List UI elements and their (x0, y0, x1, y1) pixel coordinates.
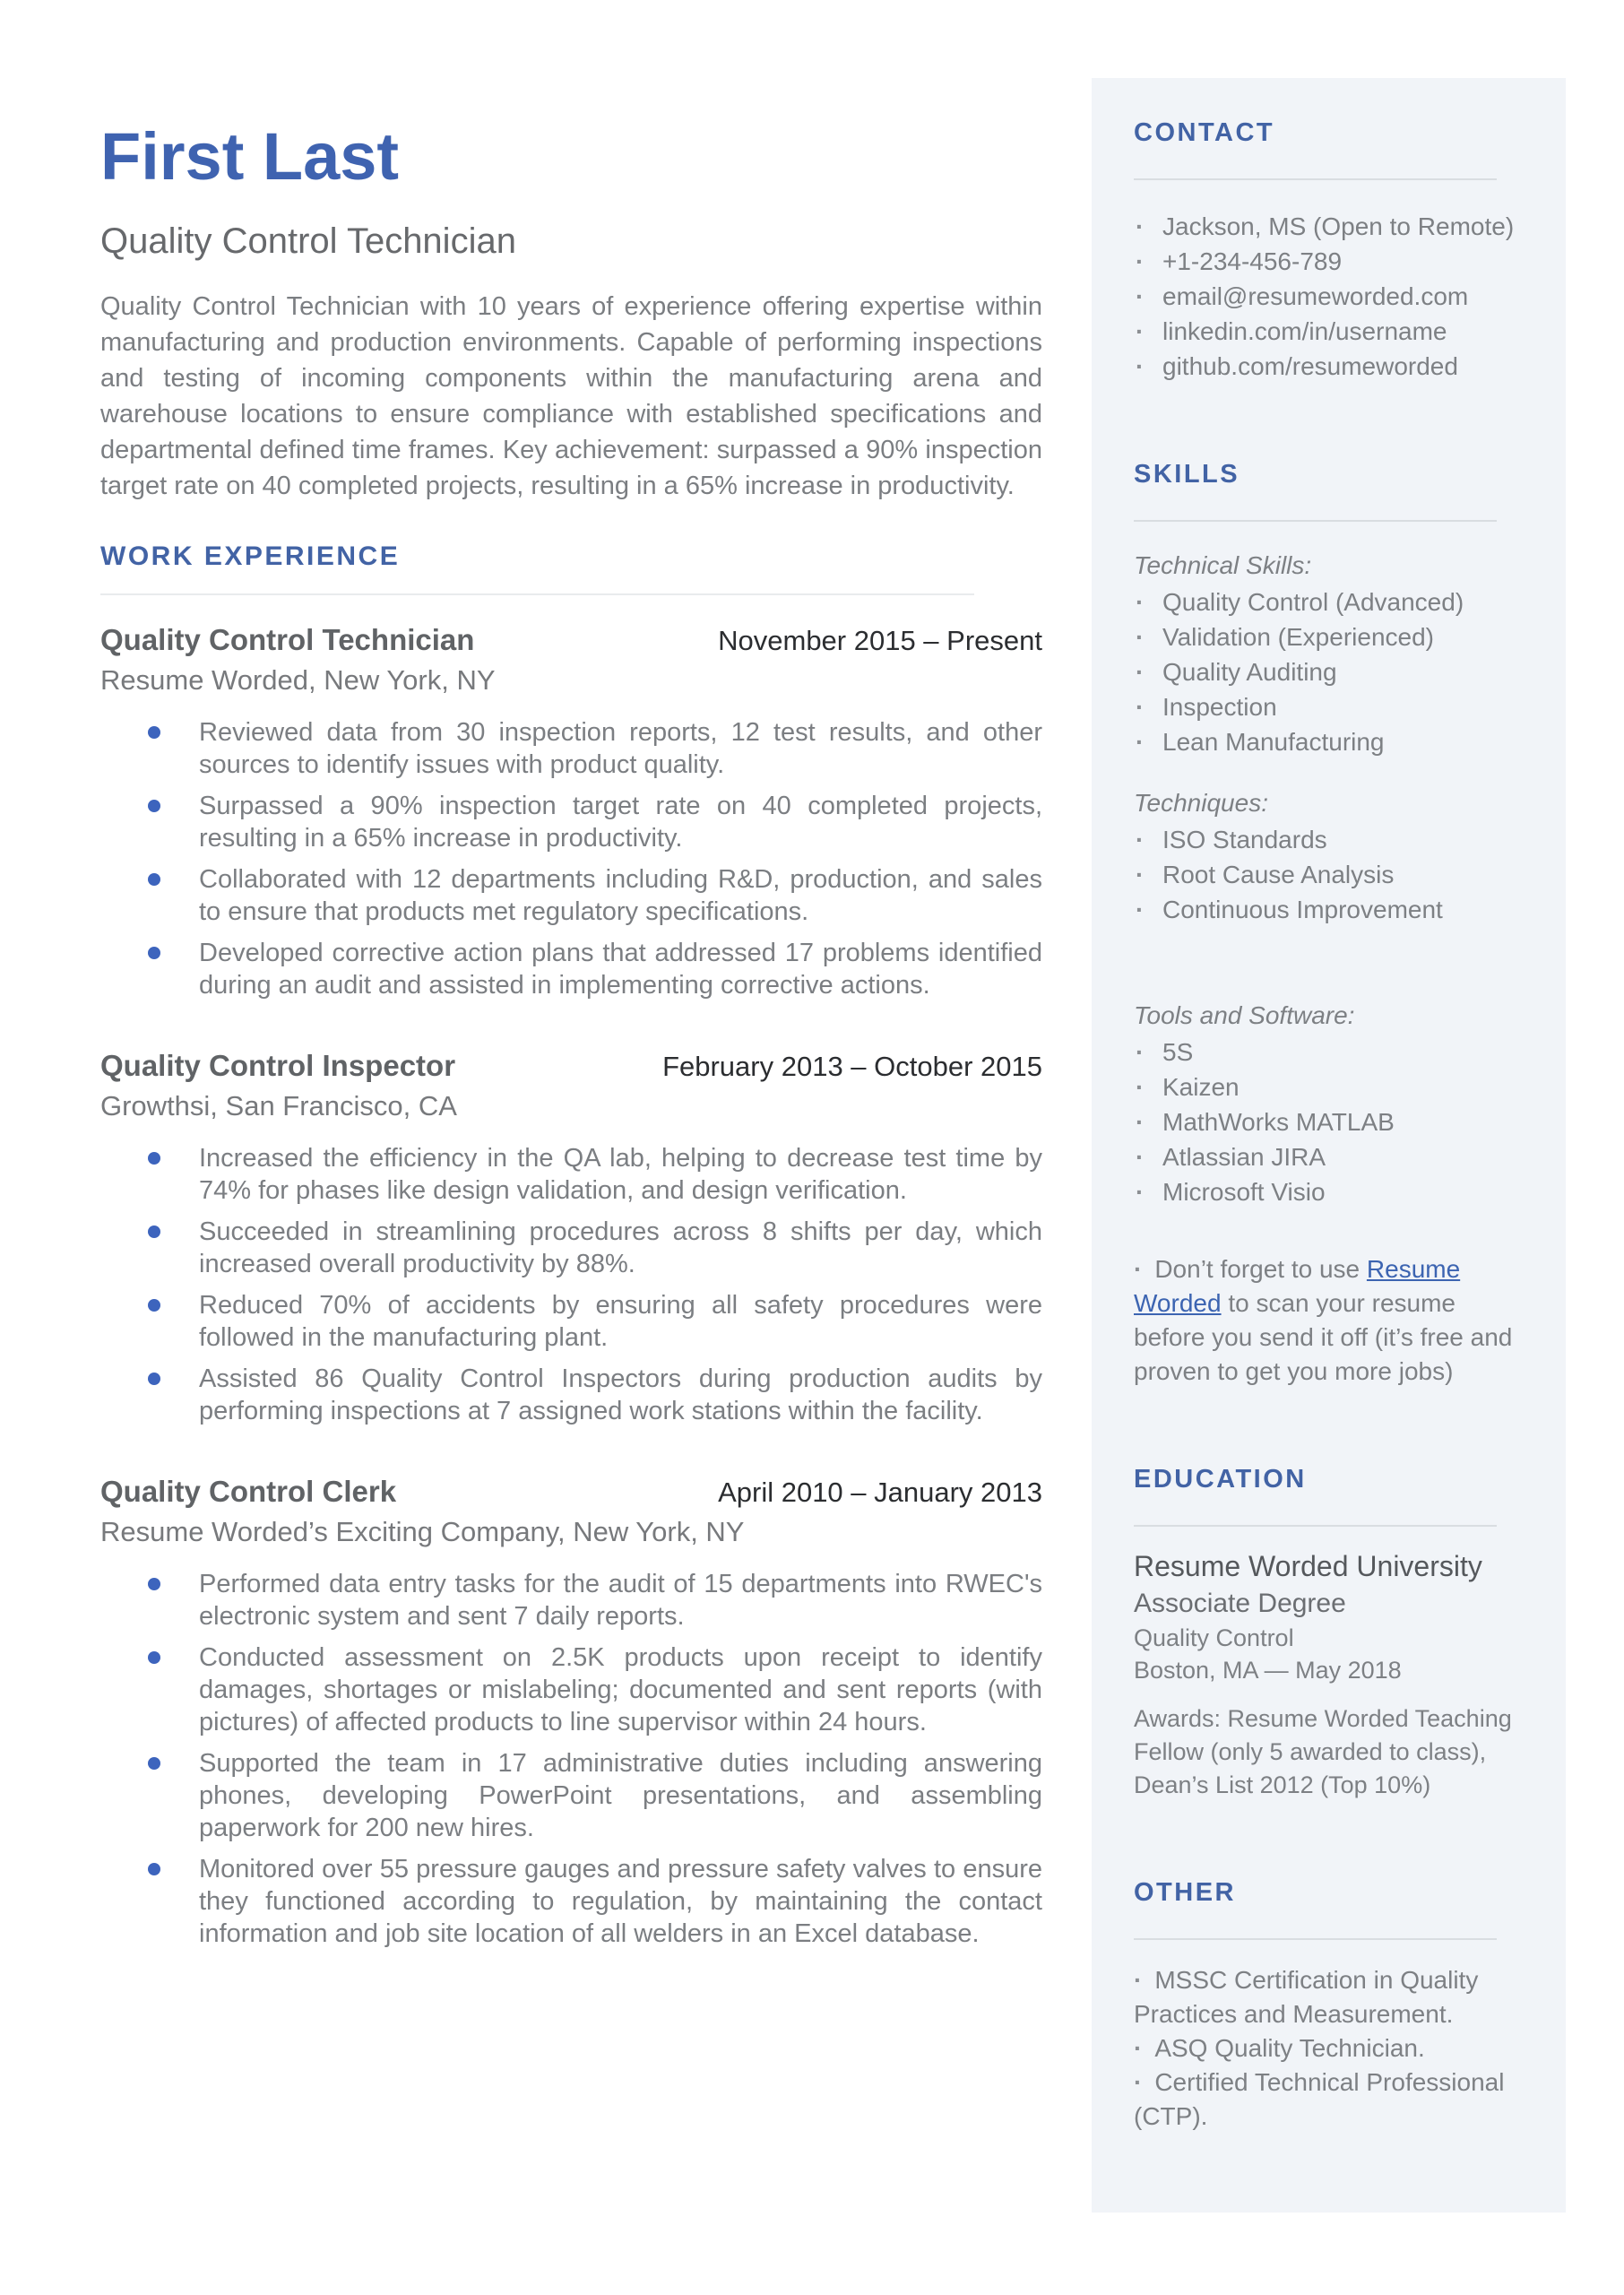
education-awards: Awards: Resume Worded Teaching Fellow (only 5 awarded to class), Dean’s List 2012 (Top 10%) (1134, 1705, 1512, 1798)
tip-text-suffix: to scan your resume before you send it off (it’s free and proven to get you more jobs) (1134, 1289, 1513, 1385)
skill-list (1134, 1035, 1525, 1209)
section-title-education: EDUCATION (1134, 1465, 1307, 1494)
section-title-contact: CONTACT (1134, 118, 1275, 147)
resume-tip (1134, 1252, 1525, 1389)
job-title: Quality Control Inspector (100, 1049, 456, 1082)
skill-list (1134, 585, 1525, 759)
skill-item: · Atlassian JIRA (1134, 1139, 1525, 1174)
bullet-item: Reduced 70% of accidents by ensuring all safety procedures were followed in the manufacturing plant. (100, 1289, 1042, 1354)
education-major: Quality Control (1134, 1624, 1294, 1651)
skill-group-label: Technical Skills: (1134, 551, 1312, 579)
job-header (100, 1048, 1042, 1085)
skill-group-label: Techniques: (1134, 789, 1268, 817)
bullet-item: Developed corrective action plans that addressed 17 problems identified during an audit and assisted in implementing corrective actions. (100, 937, 1042, 1001)
summary-paragraph: Quality Control Technician with 10 years of experience offering expertise within manufacturing and production environments. Capable of performing inspections and testing of incoming components within the manufacturing arena and warehouse locations to ensure compliance with established specifications and departmental defined time frames. Key achievement: surpassed a 90% inspection target rate on 40 completed projects, resulting in a 65% increase in productivity. (100, 292, 1042, 500)
job-bullets (100, 1142, 1042, 1427)
resume-worded-link[interactable]: Resume Worded (1134, 1255, 1461, 1317)
other-bullet: · (1134, 2068, 1143, 2096)
education-location-date: Boston, MA — May 2018 (1134, 1657, 1402, 1684)
job-dates: February 2013 – October 2015 (662, 1051, 1042, 1082)
contact-item-github: · github.com/resumeworded (1134, 349, 1525, 384)
other-divider (1134, 1938, 1497, 1940)
bullet-item: Supported the team in 17 administrative duties including answering phones, developing PowerPoint presentations, and assembling paperwork for 200 new hires. (100, 1747, 1042, 1844)
contact-item-location: · Jackson, MS (Open to Remote) (1134, 209, 1525, 244)
job-header (100, 1474, 1042, 1511)
bullet-item: Reviewed data from 30 inspection reports, 12 test results, and other sources to identify issues with product quality. (100, 716, 1042, 781)
education-degree: Associate Degree (1134, 1589, 1346, 1618)
skill-item: · Kaizen (1134, 1070, 1525, 1104)
skill-item: · ISO Standards (1134, 822, 1525, 857)
other-item-text: Certified Technical Professional (CTP). (1134, 2068, 1505, 2130)
other-item-text: ASQ Quality Technician. (1154, 2034, 1425, 2062)
skill-list (1134, 822, 1525, 927)
other-bullet: · (1134, 2034, 1143, 2062)
other-bullet: · (1134, 1966, 1143, 1994)
tip-text-prefix: Don’t forget to use (1154, 1255, 1367, 1283)
job-entry (100, 1048, 1042, 1427)
bullet-item: Conducted assessment on 2.5K products upon receipt to identify damages, shortages or mislabeling; documented and sent reports (with pictures) of affected products to line supervisor within 24 hours. (100, 1641, 1042, 1738)
bullet-item: Assisted 86 Quality Control Inspectors during production audits by performing inspections at 7 assigned work stations within the facility. (100, 1363, 1042, 1427)
bullet-item: Surpassed a 90% inspection target rate on 40 completed projects, resulting in a 65% increase in productivity. (100, 790, 1042, 854)
job-dates: April 2010 – January 2013 (718, 1477, 1042, 1508)
other-item-text: MSSC Certification in Quality Practices and Measurement. (1134, 1966, 1479, 2028)
bullet-item: Succeeded in streamlining procedures across 8 shifts per day, which increased overall productivity by 88%. (100, 1216, 1042, 1280)
skill-item: · Inspection (1134, 689, 1525, 724)
contact-item-email: · email@resumeworded.com (1134, 279, 1525, 314)
skill-item: · Quality Control (Advanced) (1134, 585, 1525, 619)
job-entry (100, 622, 1042, 1001)
skill-item: · MathWorks MATLAB (1134, 1104, 1525, 1139)
job-company: Resume Worded’s Exciting Company, New York, NY (100, 1516, 745, 1547)
job-title: Quality Control Technician (100, 623, 475, 656)
skills-divider (1134, 520, 1497, 522)
tip-bullet: · (1134, 1255, 1143, 1283)
job-dates: November 2015 – Present (718, 625, 1042, 656)
bullet-item: Monitored over 55 pressure gauges and pressure safety valves to ensure they functioned according to regulation, by maintaining the contact information and job site location of all welders in an Excel database. (100, 1853, 1042, 1950)
contact-list (1134, 209, 1525, 384)
contact-item-linkedin: · linkedin.com/in/username (1134, 314, 1525, 349)
other-item (1134, 2031, 1525, 2066)
main-column (100, 119, 1042, 1959)
skill-item: · Lean Manufacturing (1134, 724, 1525, 759)
bullet-item: Performed data entry tasks for the audit of 15 departments into RWEC's electronic system and sent 7 daily reports. (100, 1568, 1042, 1632)
section-title-work-experience: WORK EXPERIENCE (100, 541, 401, 571)
skill-item: · Continuous Improvement (1134, 892, 1525, 927)
job-bullets (100, 1568, 1042, 1950)
job-title: Quality Control Clerk (100, 1475, 397, 1508)
job-entry (100, 1474, 1042, 1950)
contact-item-phone: · +1-234-456-789 (1134, 244, 1525, 279)
other-item (1134, 1963, 1525, 2031)
candidate-name: First Last (100, 119, 400, 194)
education-divider (1134, 1525, 1497, 1527)
skill-item: · Validation (Experienced) (1134, 619, 1525, 654)
bullet-item: Collaborated with 12 departments including R&D, production, and sales to ensure that products met regulatory specifications. (100, 863, 1042, 928)
work-experience-divider (100, 593, 974, 595)
other-list (1134, 1963, 1525, 2134)
other-item (1134, 2066, 1525, 2134)
job-company: Resume Worded, New York, NY (100, 664, 496, 696)
education-school: Resume Worded University (1134, 1550, 1482, 1582)
section-title-skills: SKILLS (1134, 460, 1240, 489)
job-company: Growthsi, San Francisco, CA (100, 1090, 457, 1122)
skill-item: · Microsoft Visio (1134, 1174, 1525, 1209)
job-bullets (100, 716, 1042, 1001)
skill-item: · Root Cause Analysis (1134, 857, 1525, 892)
job-header (100, 622, 1042, 659)
section-title-other: OTHER (1134, 1878, 1236, 1907)
skill-item: · 5S (1134, 1035, 1525, 1070)
contact-divider (1134, 178, 1497, 180)
candidate-title: Quality Control Technician (100, 221, 516, 261)
sidebar-panel (1092, 78, 1566, 2213)
skill-group-label: Tools and Software: (1134, 1001, 1355, 1029)
bullet-item: Increased the efficiency in the QA lab, helping to decrease test time by 74% for phases like design validation, and design verification. (100, 1142, 1042, 1207)
skill-item: · Quality Auditing (1134, 654, 1525, 689)
